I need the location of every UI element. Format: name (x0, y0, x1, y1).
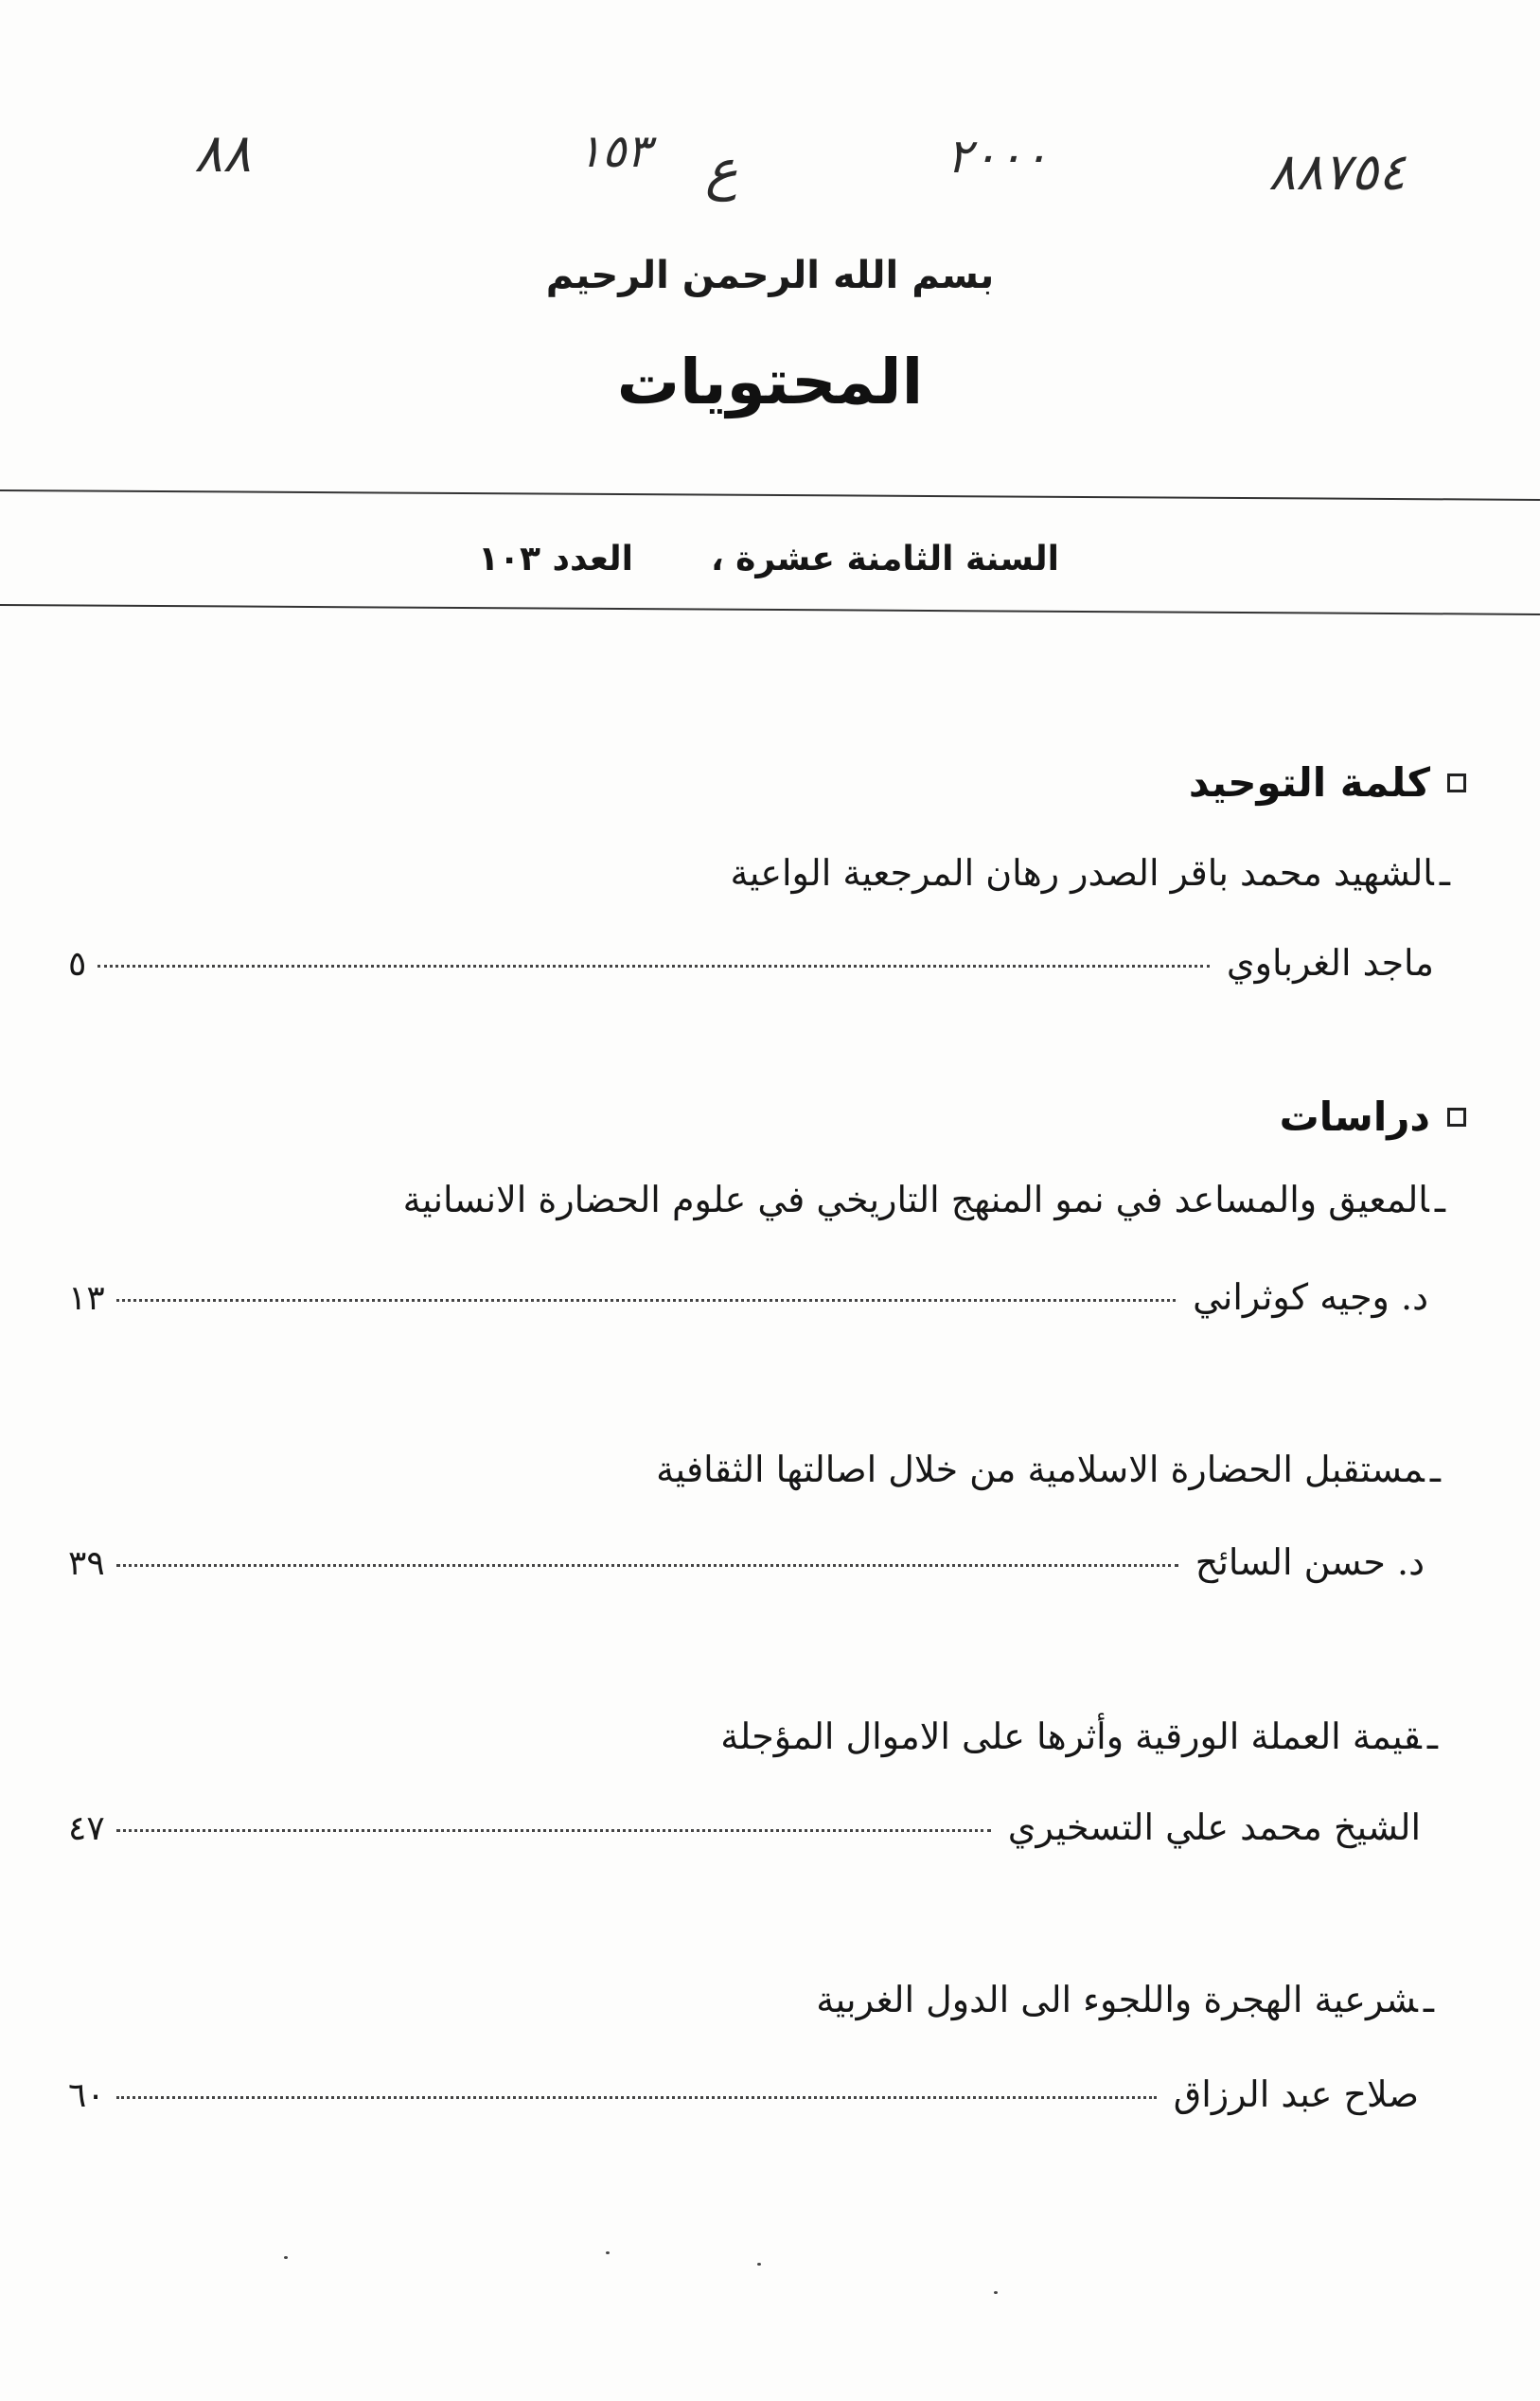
toc-entry-page-number: ٦٠ (68, 2076, 105, 2115)
toc-entry-title-text: شرعية الهجرة واللجوء الى الدول الغربية (816, 1979, 1418, 2020)
top-divider-rule (0, 489, 1540, 501)
issue-number: العدد ١٠٣ (478, 540, 633, 578)
toc-entry-title-text: قيمة العملة الورقية وأثرها على الاموال المؤجلة (720, 1716, 1422, 1757)
toc-entry-author-line (68, 2073, 1419, 2115)
toc-entry-title-text: المعيق والمساعد في نمو المنهج التاريخي في علوم الحضارة الانسانية (402, 1179, 1429, 1220)
basmala-calligraphy: بسم الله الرحمن الرحيم (545, 254, 995, 297)
dash-marker: ـ (1426, 1716, 1438, 1757)
section-heading-label: دراسات (1279, 1094, 1430, 1140)
toc-entry-author-line (68, 1541, 1425, 1583)
scan-speck (284, 2256, 288, 2259)
dot-leader (97, 965, 1210, 968)
toc-entry-author-line (68, 942, 1434, 984)
toc-entry-page-number: ٣٩ (68, 1544, 105, 1583)
handwritten-mark: ١٥٣ (577, 125, 651, 178)
toc-entry-page-number: ٤٧ (68, 1809, 105, 1848)
issue-year: السنة الثامنة عشرة ، (710, 540, 1059, 578)
handwritten-archive-marks (0, 114, 1540, 218)
dot-leader (116, 1299, 1176, 1302)
scan-speck (757, 2263, 761, 2266)
checkbox-square-icon (1447, 1108, 1466, 1127)
dot-leader (116, 1829, 991, 1832)
toc-entry-title-text: الشهيد محمد باقر الصدر رهان المرجعية الواعية (730, 852, 1434, 894)
toc-entry-page-number: ١٣ (68, 1279, 105, 1318)
toc-entry-author-line (68, 1276, 1428, 1318)
toc-entry-title (816, 1979, 1434, 2020)
scan-speck (606, 2251, 610, 2254)
dash-marker: ـ (1429, 1449, 1441, 1490)
toc-entry-author: صلاح عبد الرزاق (1173, 2073, 1419, 2115)
toc-entry-author: الشيخ محمد علي التسخيري (1007, 1806, 1421, 1848)
dot-leader (116, 2096, 1157, 2099)
dash-marker: ـ (1423, 1979, 1434, 2020)
toc-entry-author-line (68, 1806, 1421, 1848)
toc-entry-title (730, 852, 1450, 894)
dot-leader (116, 1564, 1178, 1567)
section-heading (1280, 1094, 1466, 1140)
section-heading (1189, 759, 1466, 806)
toc-entry-page-number: ٥ (68, 945, 87, 984)
handwritten-mark: ٨٨ (194, 123, 252, 185)
toc-entry-title-text: مستقبل الحضارة الاسلامية من خلال اصالتها الثقافية (656, 1449, 1425, 1490)
scan-speck (994, 2291, 998, 2294)
toc-entry-author: د. وجيه كوثراني (1193, 1276, 1428, 1318)
section-heading-label: كلمة التوحيد (1188, 759, 1430, 806)
toc-entry-title (720, 1716, 1438, 1757)
dash-marker: ـ (1434, 1179, 1445, 1220)
toc-entry-title (403, 1179, 1445, 1220)
page-title: المحتويات (616, 346, 924, 418)
toc-entry-author: د. حسن السائح (1195, 1541, 1425, 1583)
handwritten-mark: ع (705, 137, 738, 202)
checkbox-square-icon (1447, 774, 1466, 792)
toc-entry-author: ماجد الغرباوي (1226, 942, 1434, 984)
handwritten-mark: ٨٨٧٥٤ (1268, 142, 1407, 202)
handwritten-mark: ٢٠٠٠ (947, 129, 1049, 184)
dash-marker: ـ (1439, 852, 1450, 894)
bottom-divider-rule (0, 604, 1540, 615)
toc-entry-title (656, 1449, 1441, 1490)
